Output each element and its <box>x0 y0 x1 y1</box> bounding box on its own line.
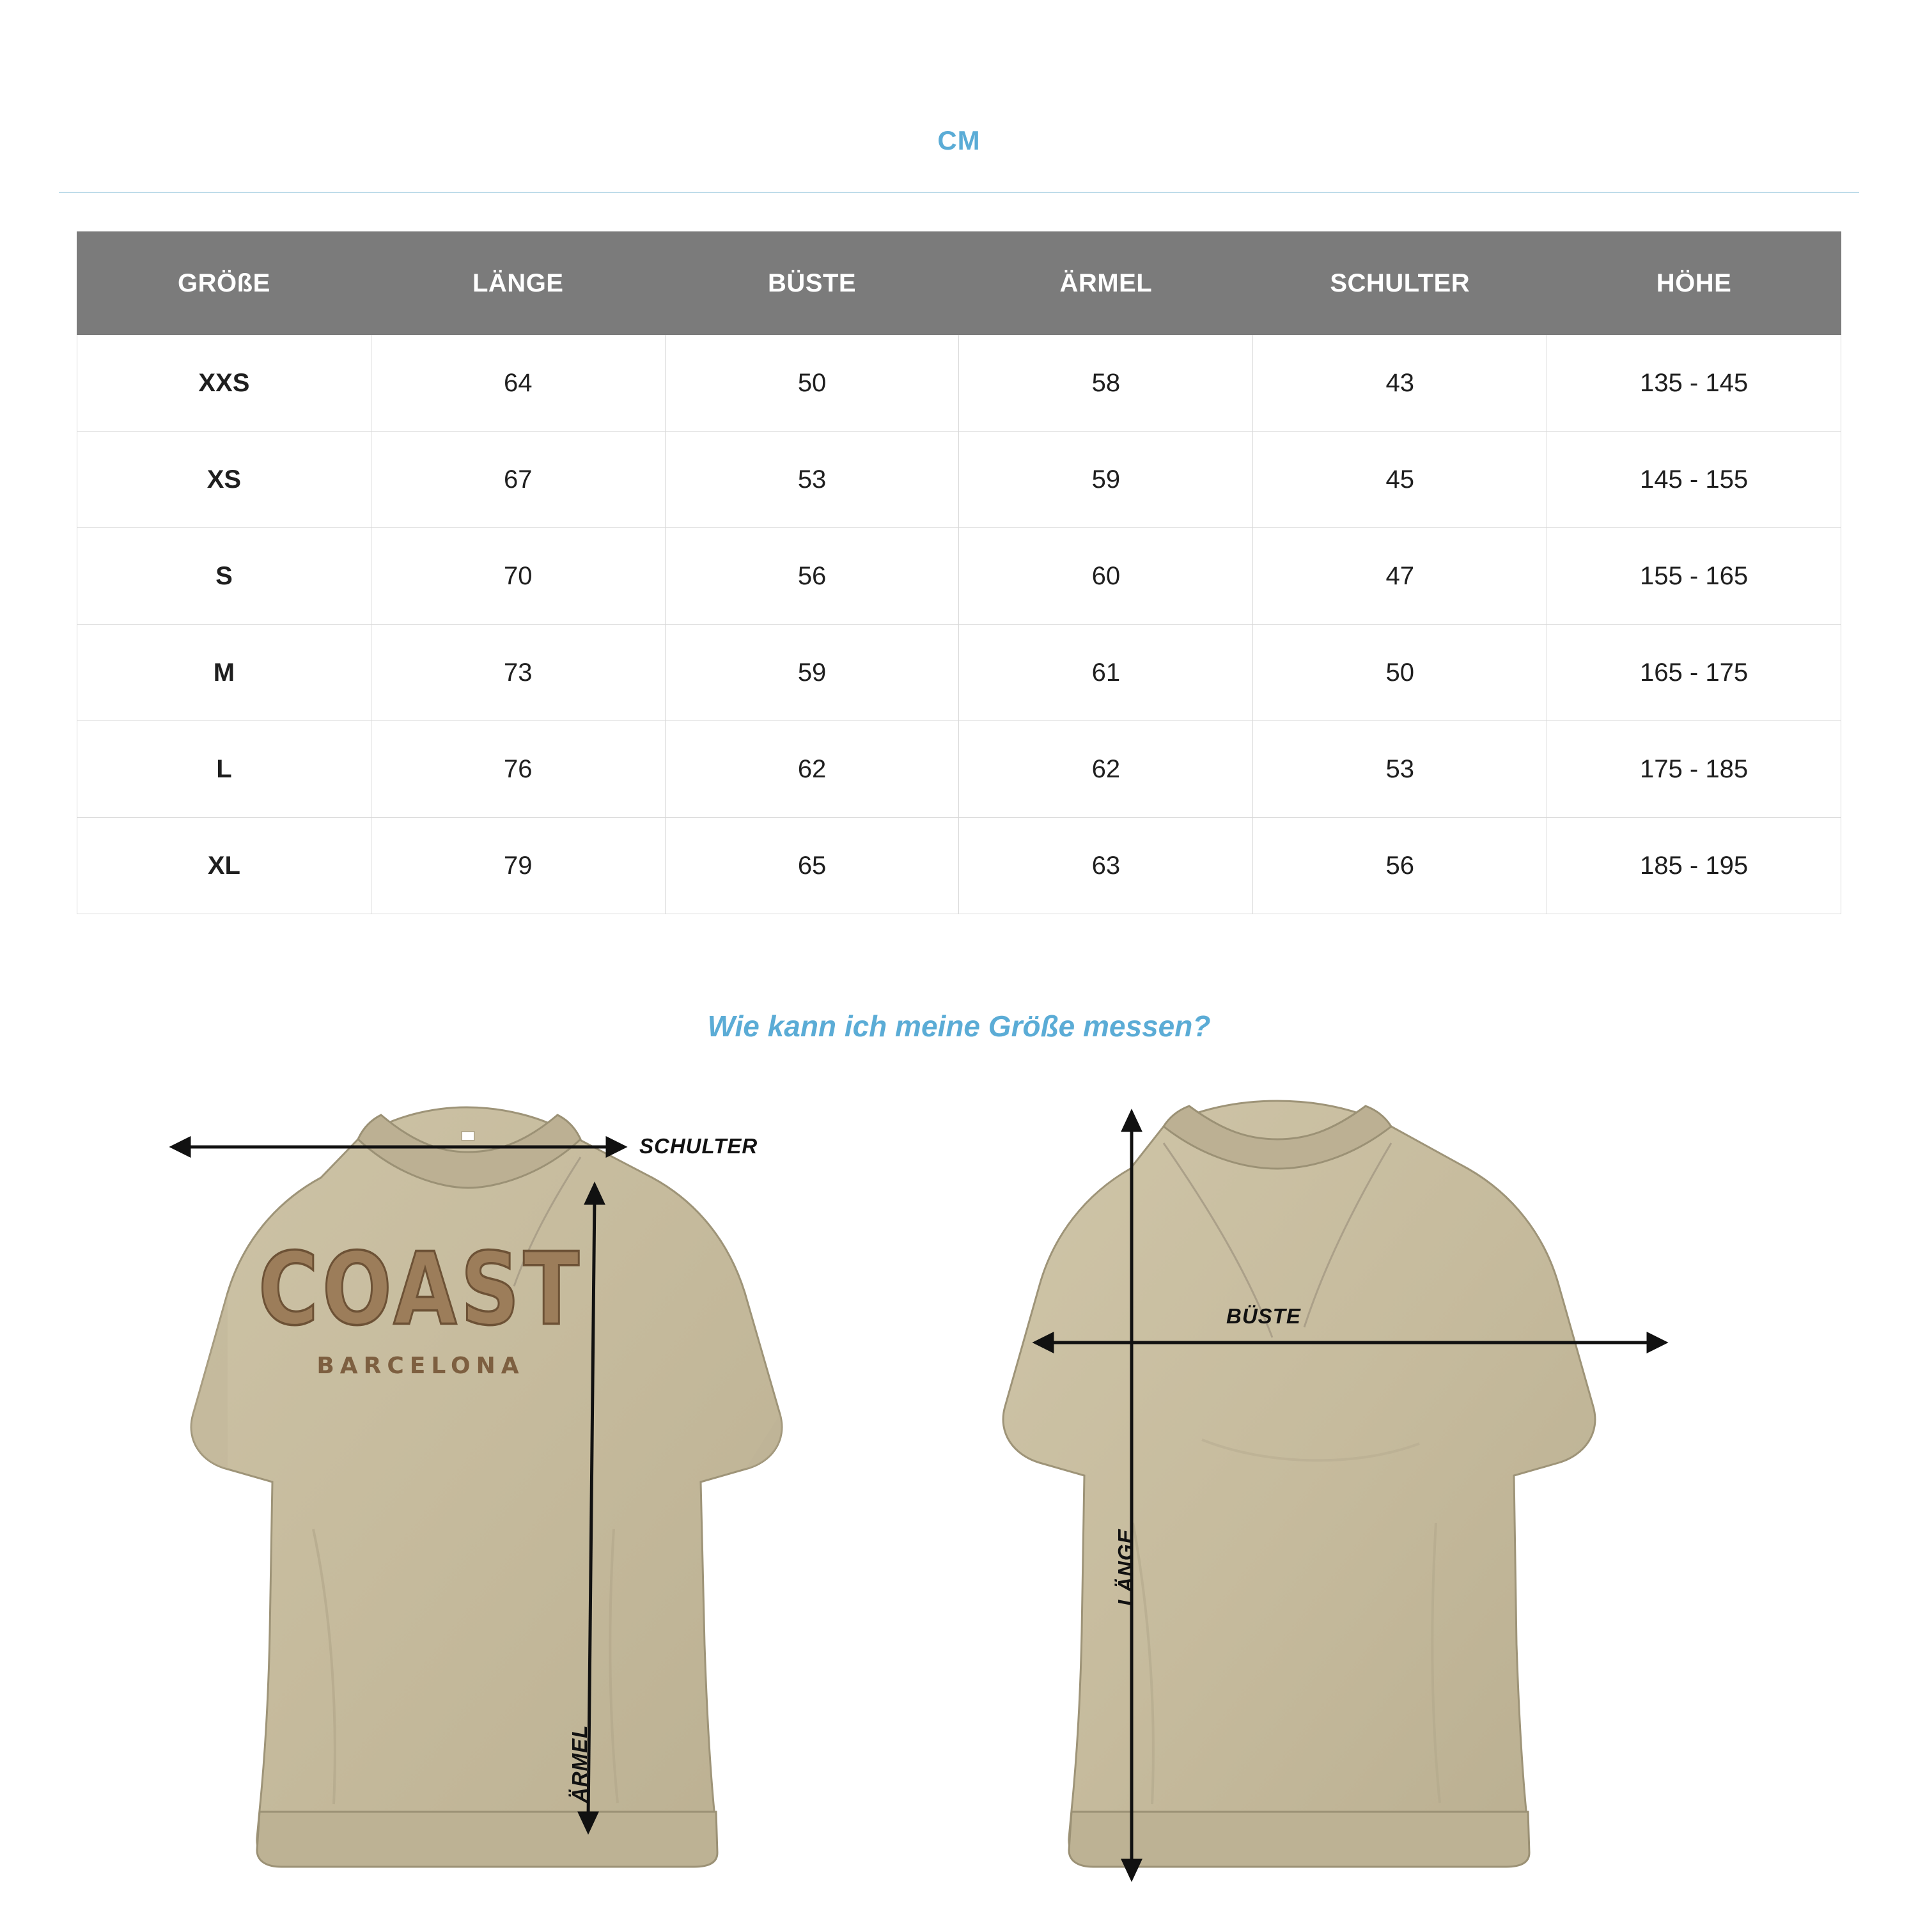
cell-length: 70 <box>371 528 665 625</box>
cell-height: 135 - 145 <box>1547 335 1841 432</box>
cell-height: 185 - 195 <box>1547 818 1841 914</box>
table-row <box>77 432 1841 528</box>
table-row <box>77 625 1841 721</box>
shoulder-measure-label: SCHULTER <box>639 1134 758 1158</box>
cell-shoulder: 56 <box>1253 818 1547 914</box>
unit-label: CM <box>937 125 981 155</box>
table-row <box>77 335 1841 432</box>
cell-size: XS <box>77 432 371 528</box>
cell-length: 79 <box>371 818 665 914</box>
column-header-shoulder: SCHULTER <box>1253 232 1547 335</box>
column-header-height: HÖHE <box>1547 232 1841 335</box>
chest-measure-label: BÜSTE <box>1226 1304 1301 1328</box>
cell-length: 64 <box>371 335 665 432</box>
cell-sleeve: 58 <box>959 335 1253 432</box>
cell-height: 155 - 165 <box>1547 528 1841 625</box>
table-row <box>77 818 1841 914</box>
table-row <box>77 721 1841 818</box>
cell-height: 165 - 175 <box>1547 625 1841 721</box>
length-measure-label: LÄNGE <box>1114 1529 1137 1606</box>
cell-sleeve: 61 <box>959 625 1253 721</box>
size-table-body <box>77 335 1841 914</box>
sweatshirt-back <box>972 1082 1726 1900</box>
unit-header <box>0 0 1918 193</box>
size-table <box>77 231 1841 914</box>
cell-shoulder: 45 <box>1253 432 1547 528</box>
cell-size: XXS <box>77 335 371 432</box>
size-table-head <box>77 232 1841 335</box>
sweatshirt-front-illustration <box>166 1082 921 1900</box>
cell-chest: 62 <box>665 721 959 818</box>
cell-shoulder: 53 <box>1253 721 1547 818</box>
column-header-chest: BÜSTE <box>665 232 959 335</box>
cell-size: XL <box>77 818 371 914</box>
cell-size: S <box>77 528 371 625</box>
cell-length: 67 <box>371 432 665 528</box>
cell-chest: 59 <box>665 625 959 721</box>
cell-shoulder: 43 <box>1253 335 1547 432</box>
cell-size: M <box>77 625 371 721</box>
cell-height: 145 - 155 <box>1547 432 1841 528</box>
cell-chest: 56 <box>665 528 959 625</box>
table-row <box>77 528 1841 625</box>
cell-chest: 53 <box>665 432 959 528</box>
cell-shoulder: 50 <box>1253 625 1547 721</box>
cell-size: L <box>77 721 371 818</box>
column-header-size: GRÖßE <box>77 232 371 335</box>
cell-sleeve: 63 <box>959 818 1253 914</box>
cell-sleeve: 62 <box>959 721 1253 818</box>
cell-length: 73 <box>371 625 665 721</box>
cell-sleeve: 60 <box>959 528 1253 625</box>
print-line-2: BARCELONA <box>316 1353 525 1379</box>
cell-chest: 50 <box>665 335 959 432</box>
sleeve-measure-label: ÄRMEL <box>568 1724 591 1803</box>
measure-question-container <box>0 1009 1918 1043</box>
cell-height: 175 - 185 <box>1547 721 1841 818</box>
measure-question: Wie kann ich meine Größe messen? <box>707 1009 1211 1043</box>
size-table-container <box>77 231 1841 914</box>
cell-length: 76 <box>371 721 665 818</box>
sweatshirt-back-illustration <box>972 1082 1726 1900</box>
cell-chest: 65 <box>665 818 959 914</box>
cell-shoulder: 47 <box>1253 528 1547 625</box>
header-divider <box>59 192 1859 193</box>
sweatshirt-front <box>166 1082 921 1900</box>
column-header-sleeve: ÄRMEL <box>959 232 1253 335</box>
cell-sleeve: 59 <box>959 432 1253 528</box>
garment-diagrams <box>0 1082 1918 1932</box>
column-header-length: LÄNGE <box>371 232 665 335</box>
print-line-1: COAST <box>258 1231 583 1348</box>
table-header-row <box>77 232 1841 335</box>
